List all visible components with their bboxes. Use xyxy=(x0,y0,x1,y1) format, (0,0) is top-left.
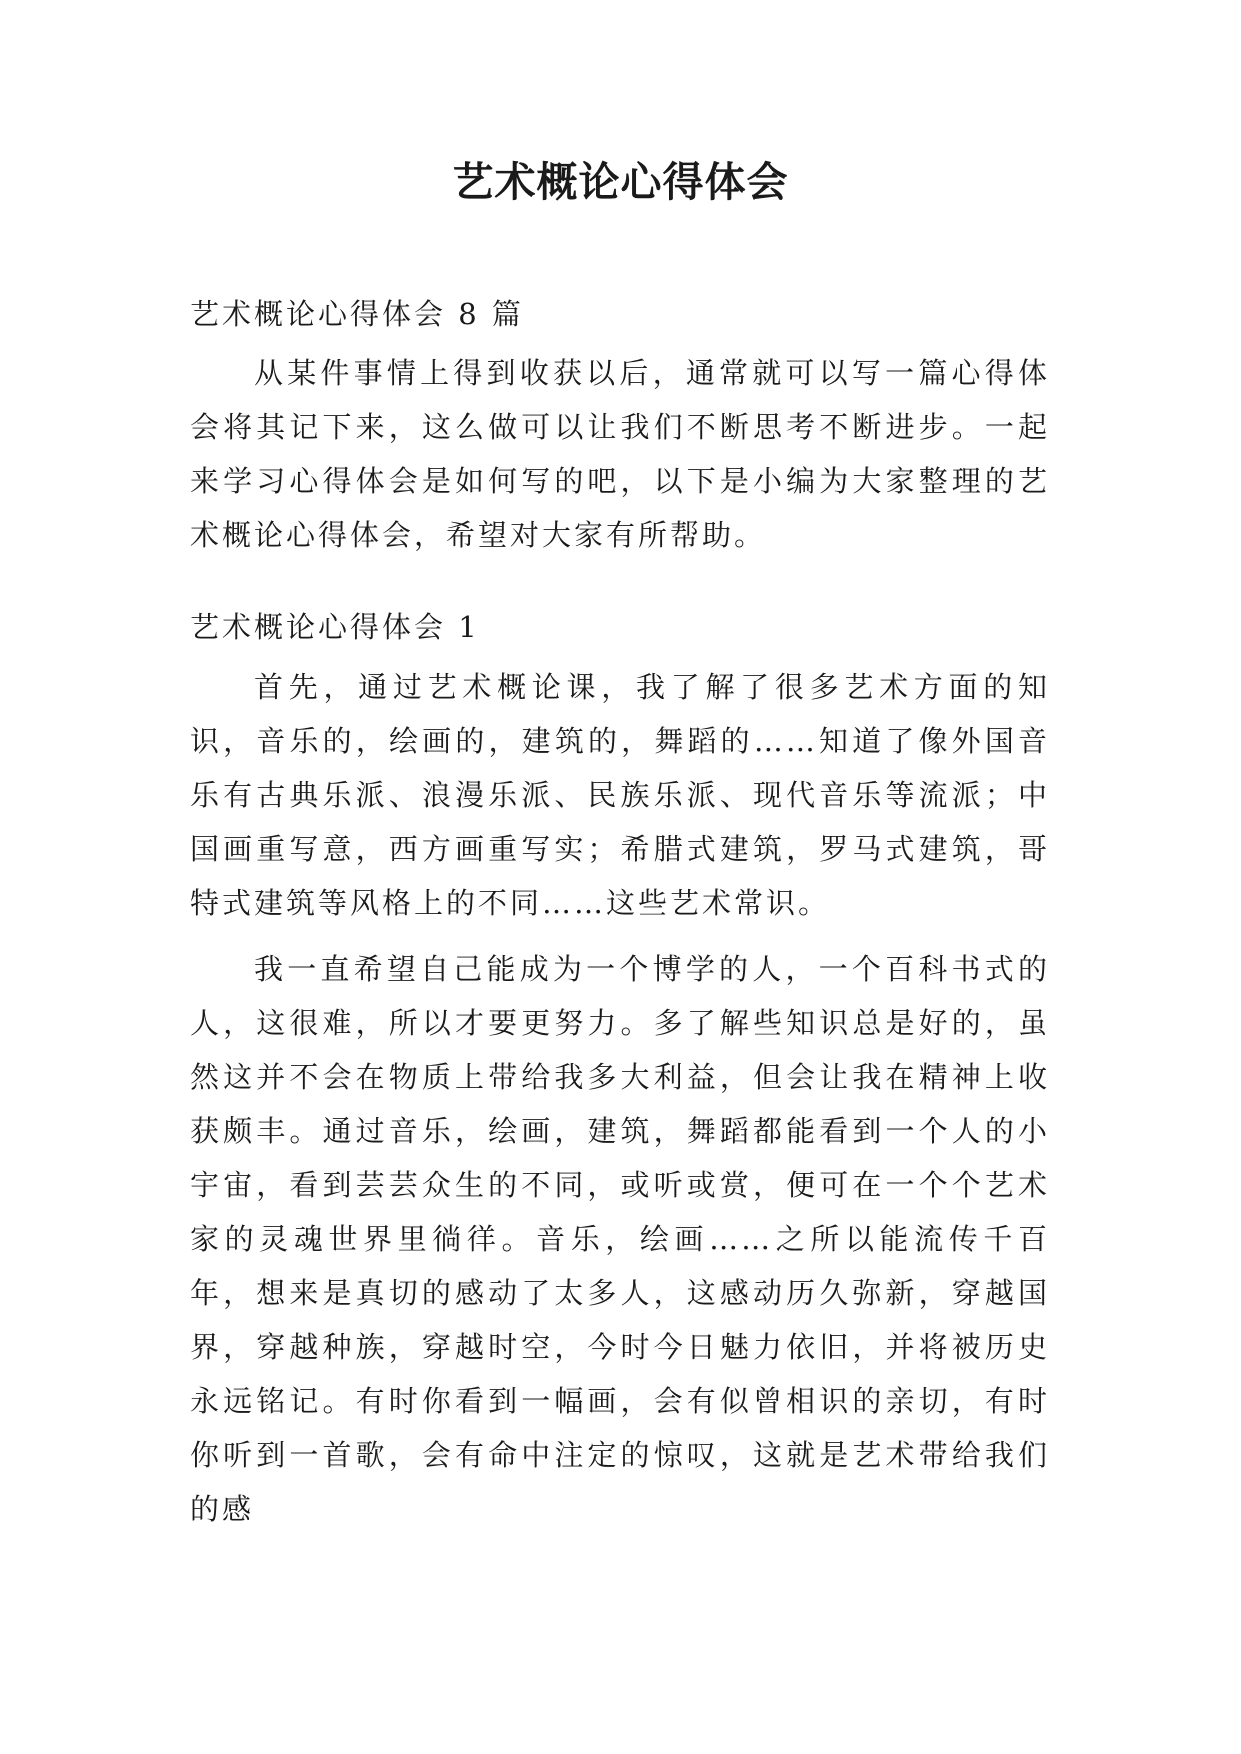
section-1-paragraph-2: 我一直希望自己能成为一个博学的人，一个百科书式的人，这很难，所以才要更努力。多了解些知识总是好的，虽然这并不会在物质上带给我多大利益，但会让我在精神上收获颇丰。通过音乐，绘画，建筑，舞蹈都能看到一个人的小宇宙，看到芸芸众生的不同，或听或赏，便可在一个个艺术家的灵魂世界里徜徉。音乐，绘画……之所以能流传千百年，想来是真切的感动了太多人，这感动历久弥新，穿越国界，穿越种族，穿越时空，今时今日魅力依旧，并将被历史永远铭记。有时你看到一幅画，会有似曾相识的亲切，有时你听到一首歌，会有命中注定的惊叹，这就是艺术带给我们的感 xyxy=(190,952,1050,1526)
collection-heading: 艺术概论心得体会 8 篇 xyxy=(190,297,524,331)
section-1-body xyxy=(190,660,1050,1536)
intro-block xyxy=(190,346,1050,562)
section-1-heading: 艺术概论心得体会 1 xyxy=(190,610,480,644)
intro-paragraph: 从某件事情上得到收获以后，通常就可以写一篇心得体会将其记下来，这么做可以让我们不断思考不断进步。一起来学习心得体会是如何写的吧，以下是小编为大家整理的艺术概论心得体会，希望对大家有所帮助。 xyxy=(190,356,1050,552)
section-1-paragraph-1: 首先，通过艺术概论课，我了解了很多艺术方面的知识，音乐的，绘画的，建筑的，舞蹈的……知道了像外国音乐有古典乐派、浪漫乐派、民族乐派、现代音乐等流派；中国画重写意，西方画重写实；希腊式建筑，罗马式建筑，哥特式建筑等风格上的不同……这些艺术常识。 xyxy=(190,670,1050,920)
document-title: 艺术概论心得体会 xyxy=(452,158,789,206)
